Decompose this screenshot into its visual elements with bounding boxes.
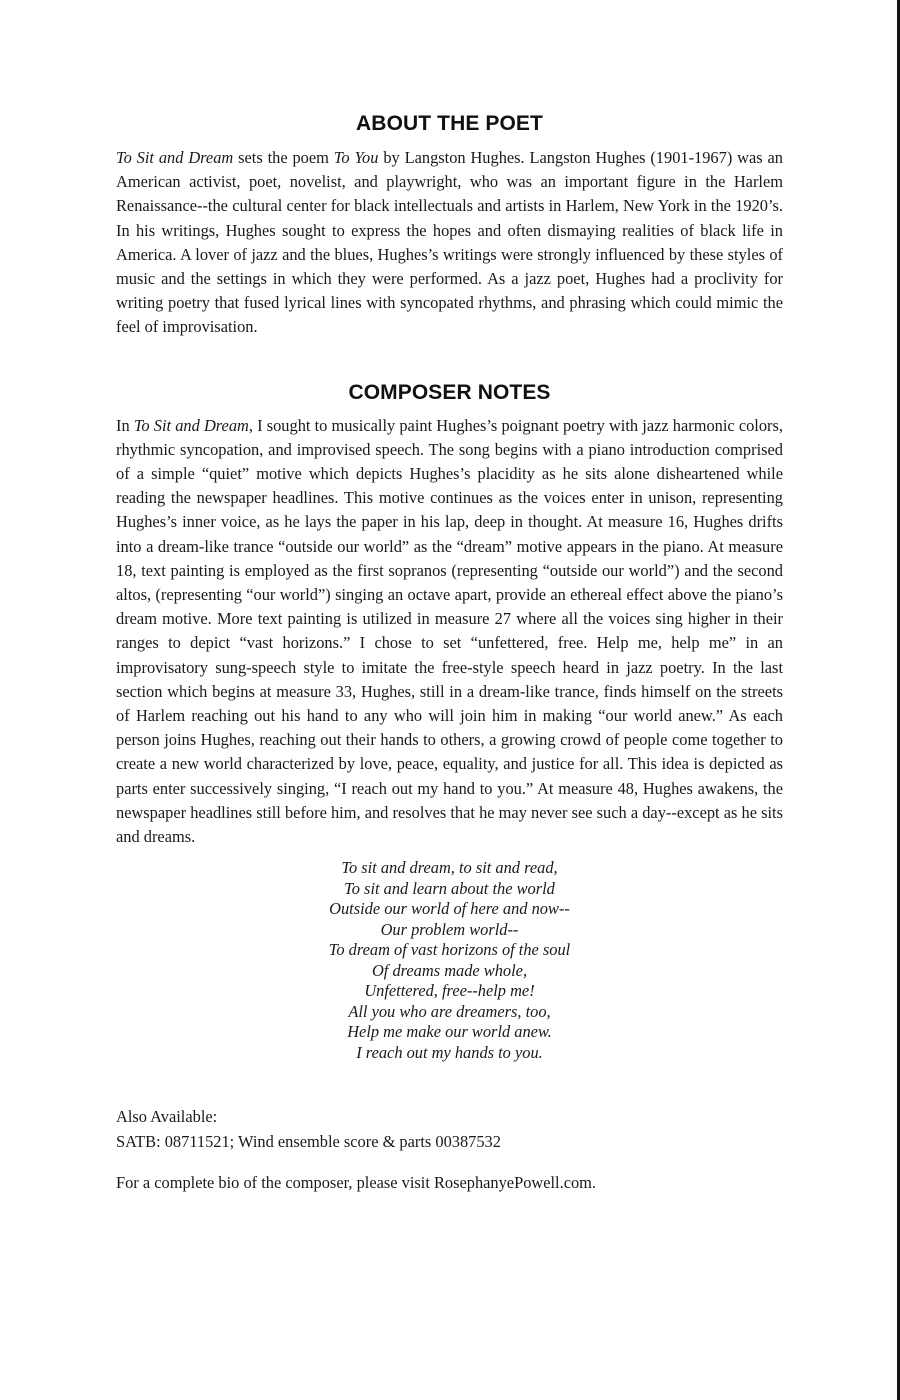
composer-notes-text-2: , I sought to musically paint Hughes’s poignant poetry with jazz harmonic colors, rhythmic syncopation, and improvised speech. The song begins with a piano introduction comprised of a simple “quiet” motive which depicts Hughes’s placidity as he sits alone disheartened while reading the newspaper headlines. This motive continues as the voices enter in unison, representing Hughes’s inner voice, as he lays the paper in his lap, deep in thought. At measure 16, Hughes drifts into a dream-like trance “outside our world” as the “dream” motive appears in the piano. At measure 18, text painting is employed as the first sopranos (representing “outside our world”) and the second altos, (representing “our world”) singing an octave apart, provide an ethereal effect above the piano’s dream motive. More text painting is utilized in measure 27 where all the voices sing higher in their ranges to depict “vast horizons.” I chose to set “unfettered, free. Help me, help me” in an improvisatory sung-speech style to imitate the free-style speech heard in jazz poetry. In the last section which begins at measure 33, Hughes, still in a dream-like trance, finds himself on the streets of Harlem reaching out his hand to any who will join him in making “our world anew.” As each person joins Hughes, reaching out their hands to others, a growing crowd of people come together to create a new world characterized by love, peace, equality, and justice for all. This idea is depicted as parts enter successively singing, “I reach out my hand to you.” At measure 48, Hughes awakens, the newspaper headlines still before him, and resolves that he may never see such a day--except as he sits and dreams. (116, 415, 783, 847)
poem-line: Unfettered, free--help me! (364, 981, 535, 1001)
about-poet-paragraph (116, 146, 783, 340)
composer-notes-text-1: In (116, 415, 134, 435)
composer-notes-paragraph (116, 414, 783, 850)
poem-line: To dream of vast horizons of the soul (328, 940, 571, 960)
about-poet-text-1: sets the poem (233, 148, 334, 167)
poem-line: Of dreams made whole, (371, 960, 528, 980)
also-available-section (116, 1105, 783, 1154)
poem-line: I reach out my hands to you. (356, 1042, 543, 1062)
poem-line: To sit and dream, to sit and read, (341, 858, 558, 878)
poem-title: To You (333, 148, 379, 167)
composer-bio-note: For a complete bio of the composer, please visit RosephanyePowell.com. (116, 1173, 597, 1193)
document-page (116, 112, 783, 1195)
song-title: To Sit and Dream (116, 148, 234, 167)
also-available-label: Also Available: (116, 1107, 218, 1127)
poem-line: To sit and learn about the world (344, 878, 555, 898)
poem-line: Outside our world of here and now-- (329, 899, 570, 919)
also-available-items: SATB: 08711521; Wind ensemble score & parts 00387532 (116, 1131, 501, 1151)
about-poet-text-2: by Langston Hughes. Langston Hughes (1901-1967) was an American activist, poet, novelist, and playwright, who was an important figure in the Harlem Renaissance--the cultural center for black intellectuals and artists in Harlem, New York in the 1920’s. In his writings, Hughes sought to express the hopes and often dismaying realities of black life in America. A lover of jazz and the blues, Hughes’s writings were strongly influenced by these styles of music and the settings in which they were performed. As a jazz poet, Hughes had a proclivity for writing poetry that fused lyrical lines with syncopated rhythms, and phrasing which could mimic the feel of improvisation. (116, 148, 783, 337)
poem-line: Help me make our world anew. (347, 1022, 552, 1042)
poem-line: All you who are dreamers, too, (348, 1001, 551, 1021)
poem-text (116, 858, 783, 1063)
composer-notes-heading: COMPOSER NOTES (348, 380, 551, 404)
song-title-2: To Sit and Dream (133, 415, 249, 435)
about-poet-heading: ABOUT THE POET (356, 112, 543, 135)
poem-line: Our problem world-- (380, 919, 519, 939)
